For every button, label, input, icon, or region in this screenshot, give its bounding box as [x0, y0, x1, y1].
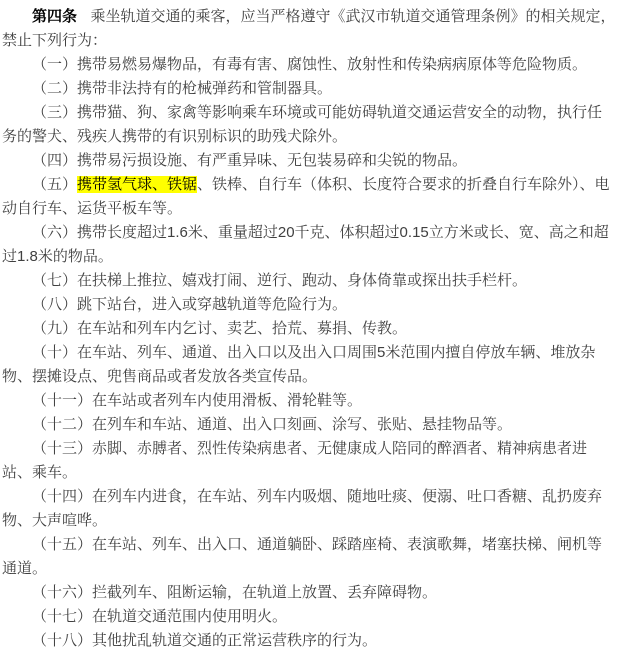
item-number: （九） — [32, 320, 78, 337]
item-text: 在车站、列车、出入口、通道躺卧、踩踏座椅、表演歌舞，堵塞扶梯、闸机等通道。 — [2, 536, 603, 577]
item-text: 在车站、列车、通道、出入口以及出入口周围5米范围内擅自停放车辆、堆放杂物、摆摊设点、兜售商品或者发放各类宣传品。 — [2, 344, 596, 385]
regulation-item-3 — [2, 101, 616, 149]
regulation-item-15 — [2, 533, 616, 581]
regulation-item-12 — [2, 413, 616, 437]
item-text: 携带非法持有的枪械弹药和管制器具。 — [77, 80, 333, 97]
item-number: （七） — [32, 272, 78, 289]
item-number: （四） — [32, 152, 78, 169]
item-number: （十六） — [32, 584, 93, 601]
regulation-item-1 — [2, 53, 616, 77]
item-text: 、铁棒、自行车（体积、长度符合要求的折叠自行车除外）、电动自行车、运货平板车等。 — [2, 176, 610, 217]
article-heading-paragraph — [2, 5, 616, 53]
article-number-label: 第四条 — [32, 8, 78, 25]
item-text: 携带猫、狗、家禽等影响乘车环境或可能妨碍轨道交通运营安全的动物，执行任务的警犬、残疾人携带的有识别标识的助残犬除外。 — [2, 104, 603, 145]
item-text: 拦截列车、阻断运输，在轨道上放置、丢弃障碍物。 — [92, 584, 438, 601]
highlighted-text: 携带氢气球、铁锯 — [77, 176, 198, 193]
item-number: （三） — [32, 104, 78, 121]
regulation-item-13 — [2, 437, 616, 485]
item-number: （一） — [32, 56, 78, 73]
regulation-item-6 — [2, 221, 616, 269]
item-number: （十八） — [32, 632, 93, 649]
item-number: （五） — [32, 176, 78, 193]
regulation-item-10 — [2, 341, 616, 389]
regulation-item-18 — [2, 629, 616, 653]
regulation-item-16 — [2, 581, 616, 605]
item-number: （六） — [32, 224, 78, 241]
regulation-item-7 — [2, 269, 616, 293]
item-number: （二） — [32, 80, 78, 97]
item-number: （八） — [32, 296, 78, 313]
item-number: （十一） — [32, 392, 93, 409]
item-text: 携带易燃易爆物品，有毒有害、腐蚀性、放射性和传染病病原体等危险物质。 — [77, 56, 588, 73]
regulation-item-8 — [2, 293, 616, 317]
document-page — [2, 5, 616, 653]
item-text: 跳下站台，进入或穿越轨道等危险行为。 — [77, 296, 348, 313]
item-text: 携带易污损设施、有严重异味、无包装易碎和尖锐的物品。 — [77, 152, 468, 169]
item-text: 在车站或者列车内使用滑板、滑轮鞋等。 — [92, 392, 363, 409]
item-number: （十四） — [32, 488, 93, 505]
regulation-item-5 — [2, 173, 616, 221]
item-text: 在扶梯上推拉、嬉戏打闹、逆行、跑动、身体倚靠或探出扶手栏杆。 — [77, 272, 528, 289]
item-text: 携带长度超过1.6米、重量超过20千克、体积超过0.15立方米或长、宽、高之和超过1.8米的物品。 — [2, 224, 609, 265]
item-number: （十二） — [32, 416, 93, 433]
regulation-item-4 — [2, 149, 616, 173]
regulation-item-17 — [2, 605, 616, 629]
article-intro-text: 乘坐轨道交通的乘客，应当严格遵守《武汉市轨道交通管理条例》的相关规定，禁止下列行为： — [2, 8, 616, 49]
item-text: 在车站和列车内乞讨、卖艺、拾荒、募捐、传教。 — [77, 320, 408, 337]
item-number: （十五） — [32, 536, 93, 553]
item-number: （十） — [32, 344, 78, 361]
item-text: 赤脚、赤膊者、烈性传染病患者、无健康成人陪同的醉酒者、精神病患者进站、乘车。 — [2, 440, 588, 481]
item-text: 在列车内进食，在车站、列车内吸烟、随地吐痰、便溺、吐口香糖、乱扔废弃物、大声喧哗。 — [2, 488, 603, 529]
item-text: 在列车和车站、通道、出入口刻画、涂写、张贴、悬挂物品等。 — [92, 416, 513, 433]
regulation-item-2 — [2, 77, 616, 101]
item-text: 在轨道交通范围内使用明火。 — [92, 608, 288, 625]
regulation-item-9 — [2, 317, 616, 341]
item-number: （十三） — [32, 440, 93, 457]
item-number: （十七） — [32, 608, 93, 625]
regulation-item-11 — [2, 389, 616, 413]
regulation-item-14 — [2, 485, 616, 533]
item-text: 其他扰乱轨道交通的正常运营秩序的行为。 — [92, 632, 378, 649]
